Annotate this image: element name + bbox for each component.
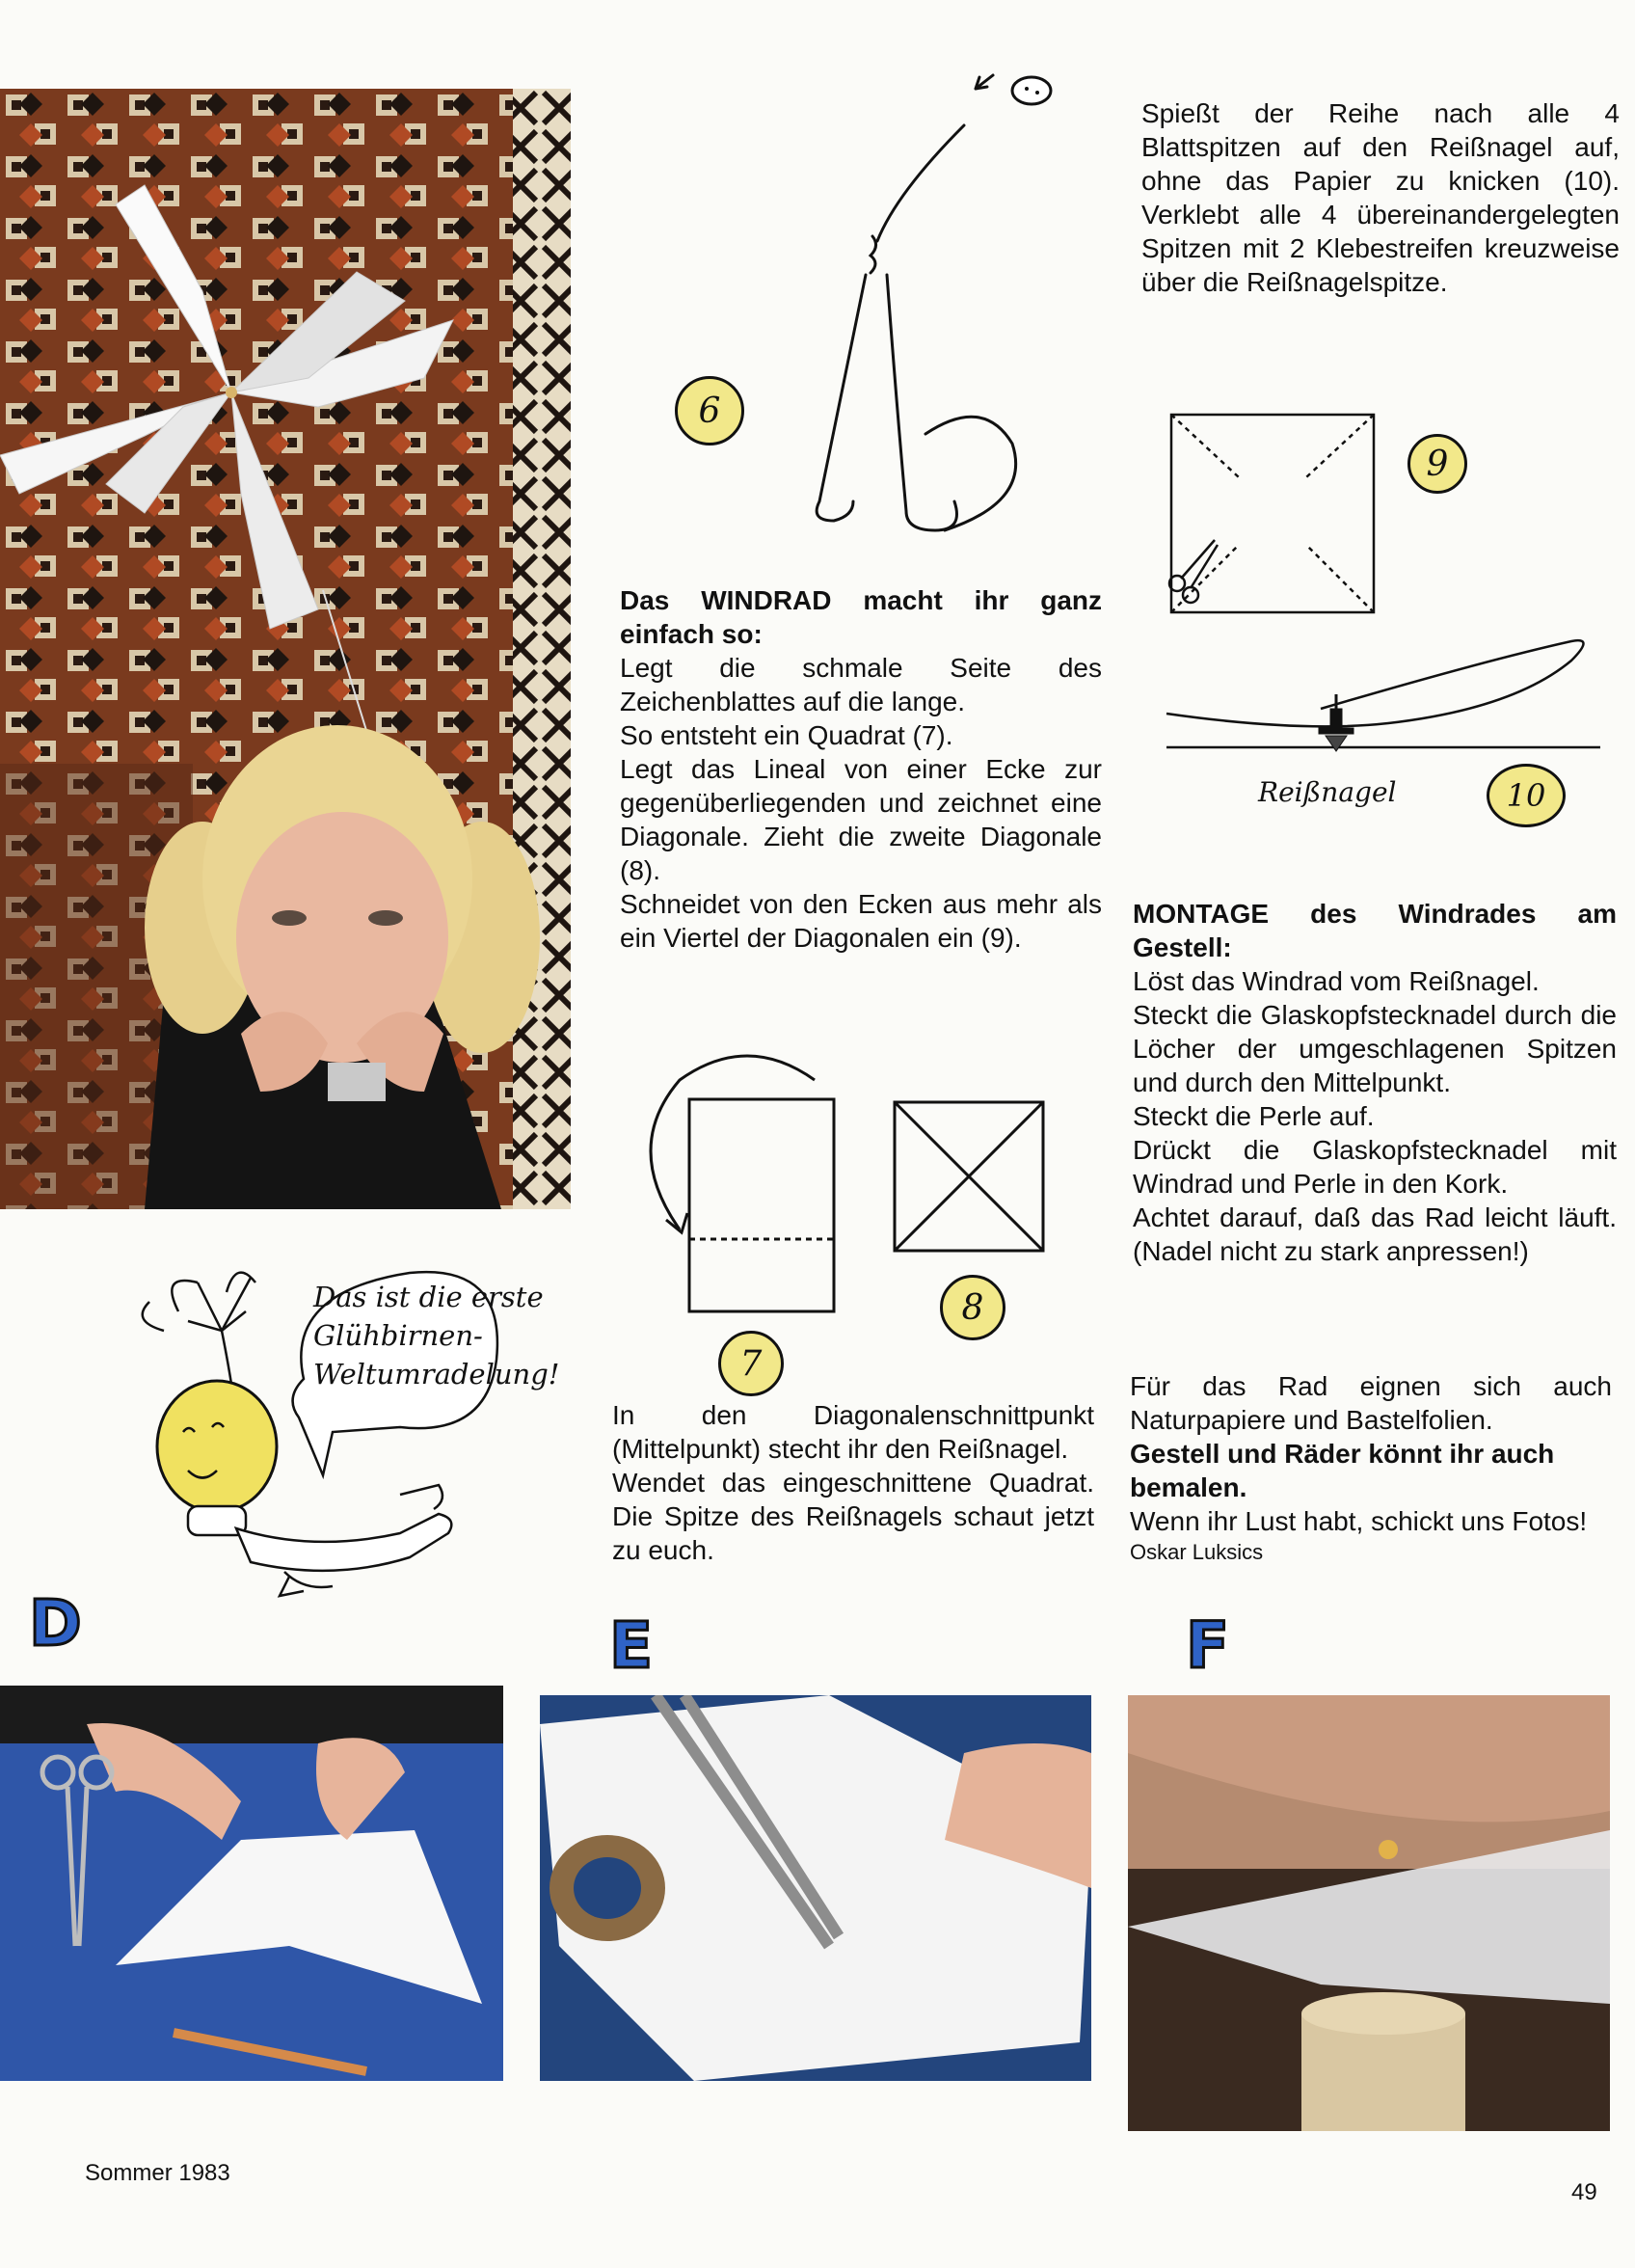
reissnagel-label: Reißnagel xyxy=(1258,776,1397,808)
page-number: 49 xyxy=(1571,2179,1597,2205)
author-credit: Oskar Luksics xyxy=(1130,1540,1264,1564)
text-column-middle-lower xyxy=(612,1398,1094,1567)
figure-number-9: 9 xyxy=(1407,434,1467,494)
bubble-line-2: Glühbirnen- xyxy=(313,1319,483,1352)
figure-number-10: 10 xyxy=(1487,764,1566,827)
speech-bubble-text xyxy=(313,1278,622,1393)
diagram-thumbtack-fig10 xyxy=(1157,632,1610,757)
montage-text-1: Löst das Windrad vom Reißnagel. xyxy=(1133,966,1540,996)
closing-text-bold: Gestell und Räder könnt ihr auch bemalen. xyxy=(1130,1439,1555,1502)
bubble-line-3: Weltumradelung! xyxy=(313,1358,560,1390)
bubble-line-1: Das ist die erste xyxy=(313,1281,544,1313)
windrad-text-1: Legt die schmale Seite des Zeichenblattes auf die lange. xyxy=(620,653,1102,716)
windrad-text-6: Wendet das eingeschnittene Quadrat. Die Spitze des Reißnagels schaut jetzt zu euch. xyxy=(612,1468,1094,1565)
text-column-right-top xyxy=(1141,96,1620,299)
montage-text-5: Achtet darauf, daß das Rad leicht läuft. (Nadel nicht zu stark anpressen!) xyxy=(1133,1202,1617,1266)
photo-step-e-cutting xyxy=(540,1695,1091,2081)
step-letter-e: E xyxy=(609,1608,654,1683)
montage-text-3: Steckt die Perle auf. xyxy=(1133,1101,1375,1131)
lightbulb-head-icon xyxy=(157,1381,277,1512)
montage-intro-text: Spießt der Reihe nach alle 4 Blattspitzen auf den Reißnagel auf, ohne das Papier zu knicken (10). Verklebt alle 4 übereinandergelegten Spitzen mit 2 Klebestreifen kreuzweise über die Reißnagelspitze. xyxy=(1141,98,1620,297)
text-column-right-closing xyxy=(1130,1369,1612,1567)
diagram-fold-paper-fig7 xyxy=(631,1041,853,1321)
figure-number-6: 6 xyxy=(675,376,744,446)
montage-text-4: Drückt die Glaskopfstecknadel mit Windrad und Perle in den Kork. xyxy=(1133,1135,1617,1199)
closing-text-1: Für das Rad eignen sich auch Naturpapiere und Bastelfolien. xyxy=(1130,1371,1612,1435)
step-letter-d: D xyxy=(29,1586,82,1660)
photo-step-d-folding xyxy=(0,1686,503,2081)
windrad-text-5: In den Diagonalenschnittpunkt (Mittelpunkt) stecht ihr den Reißnagel. xyxy=(612,1400,1094,1464)
montage-text-2: Steckt die Glaskopfstecknadel durch die Löcher der umgeschlagenen Spitzen und durch den Mittelpunkt. xyxy=(1133,1000,1617,1097)
diagram-cut-corners-fig9 xyxy=(1162,410,1383,617)
text-column-middle xyxy=(620,583,1102,955)
closing-text-2: Wenn ihr Lust habt, schickt uns Fotos! xyxy=(1130,1506,1588,1536)
windrad-heading: Das WINDRAD macht ihr ganz einfach so: xyxy=(620,585,1102,649)
diagram-stand-fig6 xyxy=(752,68,1070,569)
photo-step-f-assembly xyxy=(1128,1695,1610,2131)
figure-number-8: 8 xyxy=(940,1275,1005,1340)
figure-number-7: 7 xyxy=(718,1331,784,1396)
diagram-square-diagonals-fig8 xyxy=(892,1099,1046,1254)
windrad-text-4: Schneidet von den Ecken aus mehr als ein Viertel der Diagonalen ein (9). xyxy=(620,889,1102,953)
windrad-text-3: Legt das Lineal von einer Ecke zur gegenüberliegenden und zeichnet eine Diagonale. Zieht die zweite Diagonale (8). xyxy=(620,754,1102,885)
footer-season: Sommer 1983 xyxy=(85,2160,230,2186)
thumbtack-icon xyxy=(1319,694,1354,751)
scissors-icon xyxy=(1169,540,1218,603)
text-column-right-montage xyxy=(1133,897,1617,1268)
step-letter-f: F xyxy=(1186,1608,1230,1683)
photo-girl-with-pinwheel xyxy=(0,89,571,1209)
montage-heading: MONTAGE des Windrades am Gestell: xyxy=(1133,899,1617,962)
windrad-text-2: So entsteht ein Quadrat (7). xyxy=(620,720,953,750)
cork-icon xyxy=(1012,77,1051,104)
